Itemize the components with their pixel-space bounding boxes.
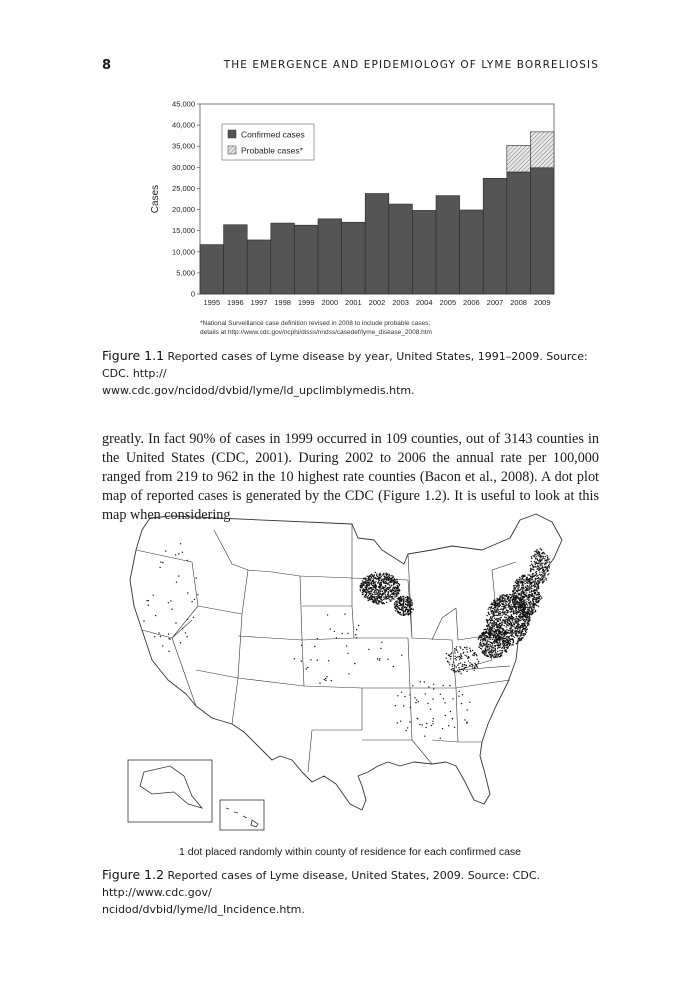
lyme-dot-map — [112, 510, 592, 840]
y-axis-label: Cases — [150, 184, 161, 214]
chart-footnote-line1: *National Surveillance case definition revised in 2008 to include probable cases; — [200, 320, 431, 327]
x-tick-label: 1998 — [274, 298, 291, 307]
bar-confirmed — [318, 219, 342, 294]
figure-2-caption — [102, 866, 602, 918]
bar-confirmed — [342, 222, 366, 294]
figure-1-caption-line2: www.cdc.gov/ncidod/dvbid/lyme/ld_upclimblymedis.htm. — [102, 384, 415, 397]
running-title: THE EMERGENCE AND EPIDEMIOLOGY OF LYME BORRELIOSIS — [223, 59, 599, 71]
bar-confirmed — [412, 210, 436, 294]
y-tick-label: 45,000 — [172, 99, 195, 109]
figure-1-label: Figure 1.1 — [102, 348, 165, 363]
page-header — [102, 58, 599, 78]
figure-1-caption — [102, 347, 602, 399]
y-tick-label: 10,000 — [172, 247, 195, 257]
bar-confirmed — [247, 240, 271, 294]
figure-2-caption-line2: ncidod/dvbid/lyme/ld_Incidence.htm. — [102, 903, 305, 916]
x-tick-label: 2008 — [510, 298, 527, 307]
x-tick-label: 2003 — [392, 298, 409, 307]
y-tick-label: 5,000 — [176, 268, 195, 278]
bar-confirmed — [460, 210, 484, 294]
y-tick-label: 40,000 — [172, 120, 195, 130]
y-tick-label: 25,000 — [172, 183, 195, 193]
body-paragraph: greatly. In fact 90% of cases in 1999 occurred in 109 counties, out of 3143 counties in the United States (CDC, 2001). During 2002 to 2006 the annual rate per 100,000 ranged from 219 to 962 in the 10 highest rate counties (Bacon et al., 2008). A dot plot map of reported cases is generated by the CDC (Figure 1.2). It is useful to look at this map when considering — [102, 431, 599, 523]
y-tick-label: 15,000 — [172, 226, 195, 236]
state-borders — [136, 524, 516, 772]
x-tick-label: 1996 — [227, 298, 244, 307]
x-tick-label: 2002 — [368, 298, 386, 307]
legend-label-probable: Probable cases* — [241, 145, 303, 156]
bar-confirmed — [271, 223, 295, 294]
x-tick-label: 1997 — [250, 298, 268, 307]
bar-confirmed — [530, 168, 554, 294]
x-tick-label: 2009 — [533, 298, 551, 307]
y-tick-label: 30,000 — [172, 162, 195, 172]
page-number: 8 — [102, 58, 112, 73]
map-caption: 1 dot placed randomly within county of residence for each confirmed case — [178, 846, 522, 858]
bar-confirmed — [200, 245, 224, 294]
figure-1-caption-line1: Reported cases of Lyme disease by year, United States, 1991–2009. Source: CDC. http:// — [102, 350, 588, 380]
bar-confirmed — [507, 172, 531, 294]
x-tick-label: 2000 — [321, 298, 339, 307]
x-tick-label: 2005 — [439, 298, 457, 307]
x-tick-label: 2007 — [486, 298, 504, 307]
bar-confirmed — [389, 204, 413, 294]
y-tick-label: 0 — [190, 289, 195, 299]
y-tick-label: 35,000 — [172, 141, 195, 151]
bar-confirmed — [483, 178, 507, 294]
alaska-inset — [128, 760, 212, 822]
x-tick-label: 1999 — [297, 298, 315, 307]
legend-label-confirmed: Confirmed cases — [241, 129, 305, 140]
bar-confirmed — [365, 194, 389, 294]
legend-swatch-confirmed — [228, 130, 236, 138]
us-outline — [130, 514, 562, 810]
x-tick-label: 1995 — [203, 298, 221, 307]
bar-probable — [507, 145, 531, 172]
lyme-cases-bar-chart — [130, 92, 560, 310]
legend-swatch-probable — [228, 146, 236, 154]
figure-2-label: Figure 1.2 — [102, 867, 165, 882]
bar-probable — [530, 132, 554, 168]
case-dots — [143, 543, 550, 739]
bar-confirmed — [294, 225, 318, 294]
chart-footnote-line2: details at http://www.cdc.gov/ncphi/disss/nndss/casedef/lyme_disease_2008.htm — [200, 329, 432, 336]
figure-2-caption-line1: Reported cases of Lyme disease, United States, 2009. Source: CDC. http://www.cdc.gov/ — [102, 869, 541, 899]
y-tick-label: 20,000 — [172, 205, 195, 215]
bar-confirmed — [224, 225, 248, 294]
chart-legend — [222, 124, 314, 160]
x-tick-label: 2001 — [345, 298, 362, 307]
x-tick-label: 2006 — [463, 298, 480, 307]
bar-confirmed — [436, 196, 460, 294]
x-tick-label: 2004 — [415, 298, 433, 307]
